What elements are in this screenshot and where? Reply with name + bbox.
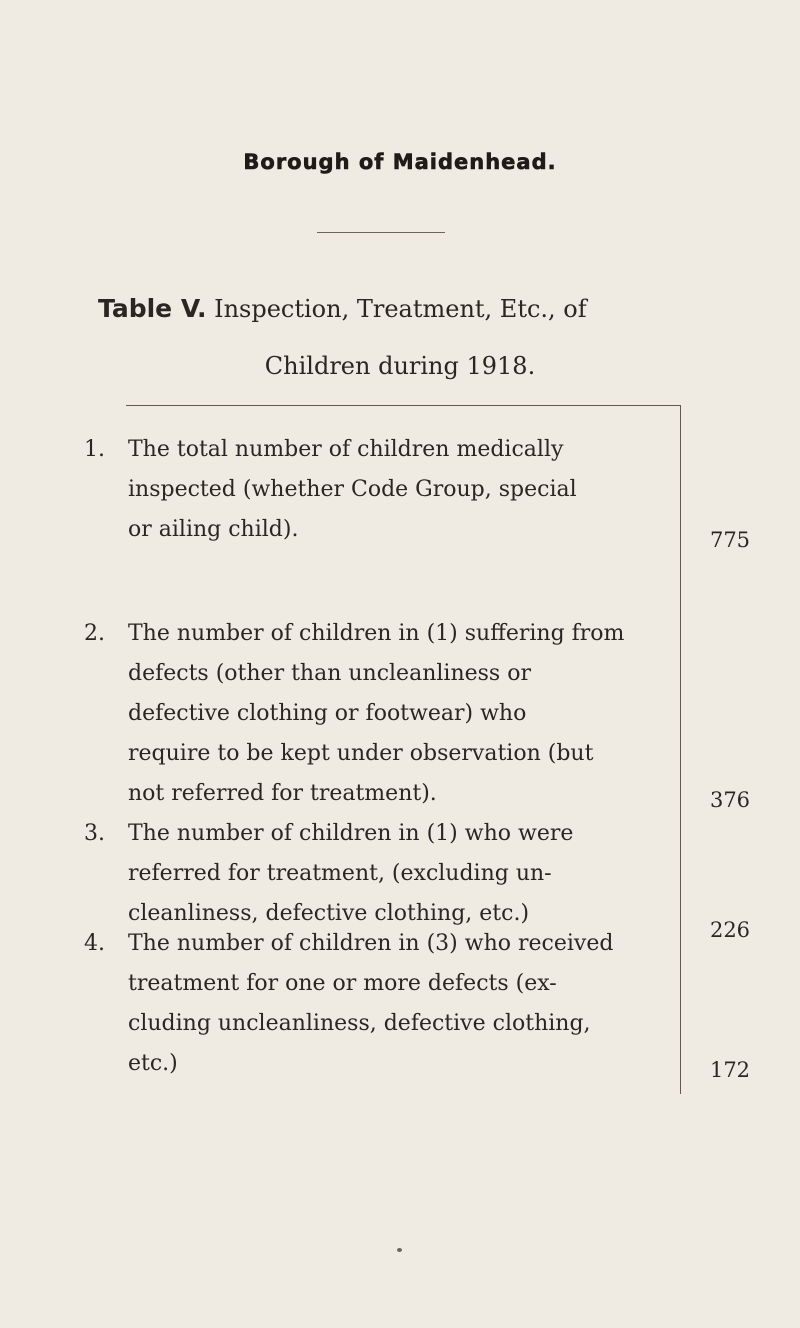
row-text-line: not referred for treatment). [128, 781, 437, 806]
page-speck [397, 1248, 402, 1252]
row-number: 4. [84, 931, 105, 956]
row-text [128, 614, 626, 814]
row-text [128, 430, 626, 550]
row-value: 172 [709, 1058, 751, 1082]
row-text [128, 924, 626, 1084]
row-text-line: treatment for one or more defects (ex- [128, 971, 557, 996]
row-text-line: cleanliness, defective clothing, etc.) [128, 901, 530, 926]
table-subtitle: Children during 1918. [264, 352, 536, 380]
row-text-line: The total number of children medically [128, 437, 564, 462]
table-title-text: Inspection, Treatment, Etc., of [214, 295, 587, 323]
row-text-line: referred for treatment, (excluding un- [128, 861, 552, 886]
row-text-line: or ailing child). [128, 517, 299, 542]
row-text-line: The number of children in (1) who were [128, 821, 574, 846]
borough-heading: Borough of Maidenhead. [243, 150, 557, 174]
row-text-line: defects (other than uncleanliness or [128, 661, 531, 686]
table-column-rule [680, 405, 681, 1094]
row-text-line: require to be kept under observation (but [128, 741, 594, 766]
row-text-line: inspected (whether Code Group, special [128, 477, 577, 502]
table-top-rule [126, 405, 680, 406]
heading-divider [317, 232, 445, 233]
row-value: 226 [709, 918, 751, 942]
row-text-line: etc.) [128, 1051, 178, 1076]
table-title [98, 294, 718, 323]
row-value: 775 [709, 528, 751, 552]
table-label: Table V. [98, 294, 207, 323]
row-number: 2. [84, 621, 105, 646]
row-text-line: defective clothing or footwear) who [128, 701, 527, 726]
row-value: 376 [709, 788, 751, 812]
row-text-line: The number of children in (3) who received [128, 931, 614, 956]
row-number: 3. [84, 821, 105, 846]
row-text-line: cluding uncleanliness, defective clothing, [128, 1011, 591, 1036]
row-text-line: The number of children in (1) suffering from [128, 621, 625, 646]
row-text [128, 814, 626, 934]
row-number: 1. [84, 437, 105, 462]
